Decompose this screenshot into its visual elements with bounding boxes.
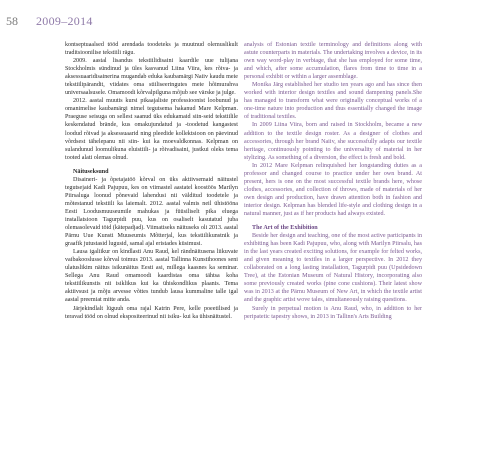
paragraph: In 2009 Liina Viira, born and raised in Stockholm, became a new addition to the textile design roster. As a designer of clothes and accessories, through her brand Naiiv, she successfully adapts our textile heritage, continuously pointing to the universality of material in her stylizing. As something of a diversion, the effect is fresh and bold. bbox=[244, 122, 422, 161]
paragraph: Monika Järg established her studio ten years ago and has since then worked with interior design textiles and sound dampening panels.She has managed to transform what were originally conceptual works of a one-time nature into production and thus essentially changed the image of traditional textiles. bbox=[244, 82, 422, 121]
paragraph: Surely in perpetual motion is Anu Raud, who, in addition to her peripatetic tapestry shows, in 2013 in Tallinn's Arts Building bbox=[244, 305, 422, 320]
paragraph: Järjekindlalt lüguuh oma rajal Katrin Pere, kelle poeetilised ja teravad tööd on olnud ekspositeerinud nii isiku- kui ka ühisnäitustel. bbox=[65, 305, 238, 320]
estonian-text-column bbox=[65, 41, 238, 321]
paragraph: kontseptuaalsed tööd arendada toodeteks ja muutnud olemuslikult traditsioonilise tekstiili rägu. bbox=[65, 42, 238, 57]
section-heading: The Art of the Exhibition bbox=[252, 225, 318, 232]
paragraph: Disaineri- ja õpetajatöö kõrval on üks aktiivsemaid näitustel tegutsejaid Kadi Pajupuu, kes on viimastel aastatel koostöös Marilyn Piirsaluga loonud põnevaid lahendusi nii välditud toodetele ja mõtestanud tekstiili ka laiemalt. 2012. aastal valmis neil ühistööna Eesti Loodusmuuseumile mahukas ja füüsiliselt pika eluega installatsioon Tagurpidi puu, kus on osaliselt kasutatud juba olemasolevaid töid (kätepadjad). Viimatiseks näituseks oli 2013. aastal Pärnu Uue Kunsti Muuseumis Mõtterjal, kus tekstiilikunstnik ja graafik jutustasid lugusid, samal ajal eristades küsimusi. bbox=[65, 176, 238, 248]
paragraph: In 2012 Mare Kelpman relinquished her longstanding duties as a professor and changed course to practice under her own brand. At present, hers is one on the most successful textile brands here, whose clothes, accessories, and collection of throws, made of materials of her own design and production, have drawn attention both in fashion and interior design. Kelpman has blended life-style and clothing design in a natural manner, just as if her products had always existed. bbox=[244, 162, 422, 217]
page-number: 58 bbox=[6, 14, 18, 28]
english-text-column bbox=[244, 41, 422, 321]
paragraph: Beside her design and teaching, one of the most active participants in exhibiting has been Kadi Pajupuu, who, along with Marilyn Piirsalu, has in the last years created exciting solutions, for example for felted works, and given meaning to textiles in a larger perspective. In 2012 they collaborated on a long lasting installation, Tagurpidi puu (Upsidedown Tree), at the Estonian Museum of Natural History, incorporating also some previously created works (pine cone cushions). Their latest show was in 2013 at the Pärnu Museum of New Art, in which the textile artist and the graphic artist wove tales, simultaneously raising questions. bbox=[244, 233, 422, 304]
paragraph: Lausa igaliikur on kindlasti Anu Raud, kel rändnäitusena liikuvate vaibakooslusse kõrval toimus 2013. aastal Tallinna Kunstihoones seni ulatuslikim näitus isikunäitus Eesti asi, millega kaasnes ka seminar. Sellega Anu Raud omamoodi kaardistas oma tähtsa koha tekstiilikunstis nii isiklikus kui ka ühiskondlikus plaanis. Tema aktiivsust ja mõju arvesse võttes tundub lausa kummaline talle igal aastal preemiat mitte anda. bbox=[65, 249, 238, 304]
paragraph: analysis of Estonian textile terminology and definitions along with astute counterparts in materials. The undertaking involves a device, in its own way word-play in verbiage, that she has employed for some time, and which, after some accumulation, flares from time to time in a personal exhibit or within a larger assemblage. bbox=[244, 42, 422, 81]
running-title: 2009–2014 bbox=[36, 14, 93, 28]
paragraph: 2009. aastal lisandus tekstiilidisaini kaardile uue tulijana Stockholmis sündinud ja üles kasvanud Liina Viira, kes rõiva- ja aksessuaaridisainerina mugandab eduka kaubamärgi Naiiv kaudu meie tekstiilipärandit, viidates oma stiiliseeringutes meie hõimurahva universaalsusele. Omamoodi kõrvalpilguna mõjub see värske ja julge. bbox=[65, 58, 238, 97]
paragraph: 2012. aastal muutis kursi pikaajaliste professioonist loobunud ja omanimelise kaubamärgi nimel tegutsema hakanud Mare Kelpman. Praeguse seisuga on sellest saanud üks edukamaid siin-seid tekstiilile keskendatud brände, kus omakujundatud ja -toodetud kangastest loodud rõivad ja aksessuaarid ning pleedide kollektsioon on päevinud võrdsest tähelepanu nii siin- kui ka moevaldkonnas. Kelpman on sulandunud loomulikuna eluistiili- ja rõivadisaini, justkui oleks tema tooted alati olemas olnud. bbox=[65, 98, 238, 161]
section-heading: Näituseksund bbox=[73, 168, 109, 175]
